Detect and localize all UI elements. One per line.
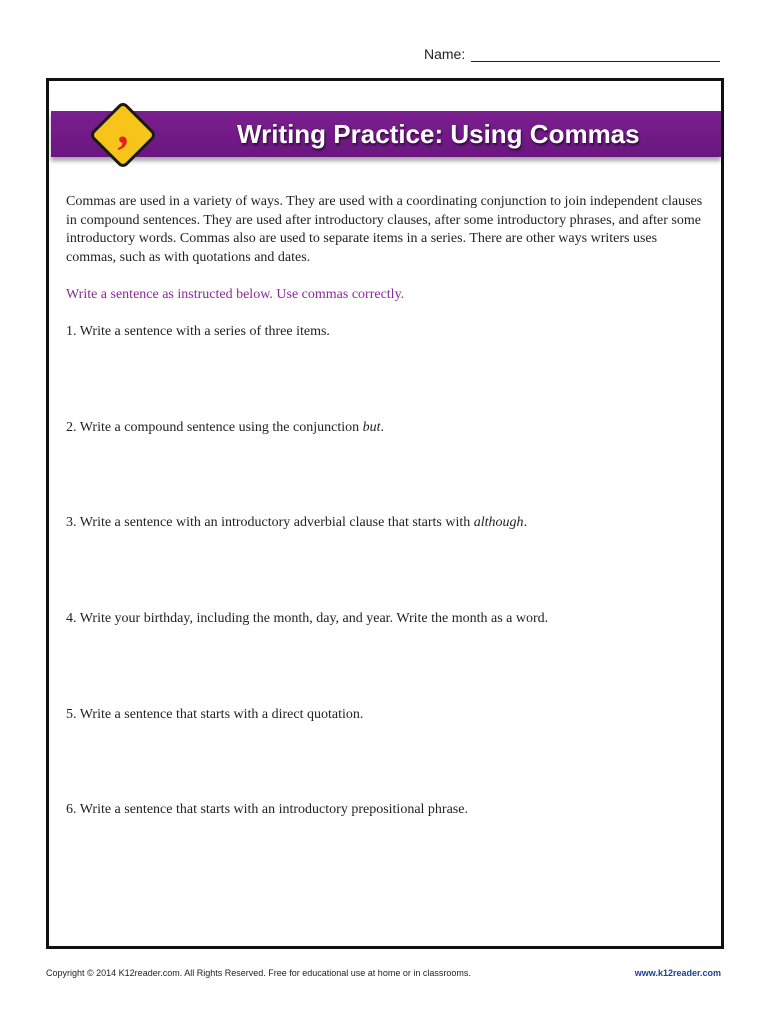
question-item <box>66 610 706 629</box>
question-text: Write a sentence that starts with a direct quotation. <box>79 707 364 722</box>
worksheet-frame <box>46 78 724 949</box>
question-number: 3. <box>66 515 77 530</box>
name-underline <box>471 46 720 62</box>
question-item <box>66 419 706 438</box>
badge-glyph: , <box>117 104 129 153</box>
question-item <box>66 706 706 725</box>
copyright-notice: Copyright © 2014 K12reader.com. All Rights Reserved. Free for educational use at home or in classrooms. <box>46 968 471 978</box>
name-field <box>424 46 720 62</box>
question-emphasis: although <box>473 515 524 530</box>
page-title: Writing Practice: Using Commas <box>237 119 640 149</box>
question-item <box>66 323 706 342</box>
question-number: 4. <box>66 611 77 626</box>
question-text: Write a sentence that starts with an introductory prepositional phrase. <box>79 802 468 817</box>
question-end: . <box>380 420 384 435</box>
question-emphasis: but <box>362 420 381 435</box>
name-label: Name: <box>424 46 466 62</box>
question-number: 5. <box>66 707 77 722</box>
instruction-text: Write a sentence as instructed below. Use commas correctly. <box>66 287 405 302</box>
comma-diamond-icon <box>85 97 161 173</box>
question-number: 6. <box>66 802 77 817</box>
worksheet-content <box>66 193 706 817</box>
question-text: Write a compound sentence using the conjunction <box>79 420 363 435</box>
intro-paragraph: Commas are used in a variety of ways. They are used with a coordinating conjunction to join independent clauses in compound sentences. They are used after introductory clauses, after some introductory phrases, and after some introductory words. Commas also are used to separate items in a series. There are other ways writers uses commas, such as with quotations and dates. <box>66 194 703 265</box>
question-text: Write a sentence with a series of three items. <box>79 324 330 339</box>
question-text: Write your birthday, including the month, day, and year. Write the month as a word. <box>79 611 549 626</box>
question-number: 1. <box>66 324 77 339</box>
website-link[interactable]: www.k12reader.com <box>634 968 721 978</box>
question-item <box>66 801 706 820</box>
question-end: . <box>523 515 528 530</box>
question-text: Write a sentence with an introductory adverbial clause that starts with <box>79 515 474 530</box>
question-item <box>66 514 706 533</box>
question-number: 2. <box>66 420 77 435</box>
